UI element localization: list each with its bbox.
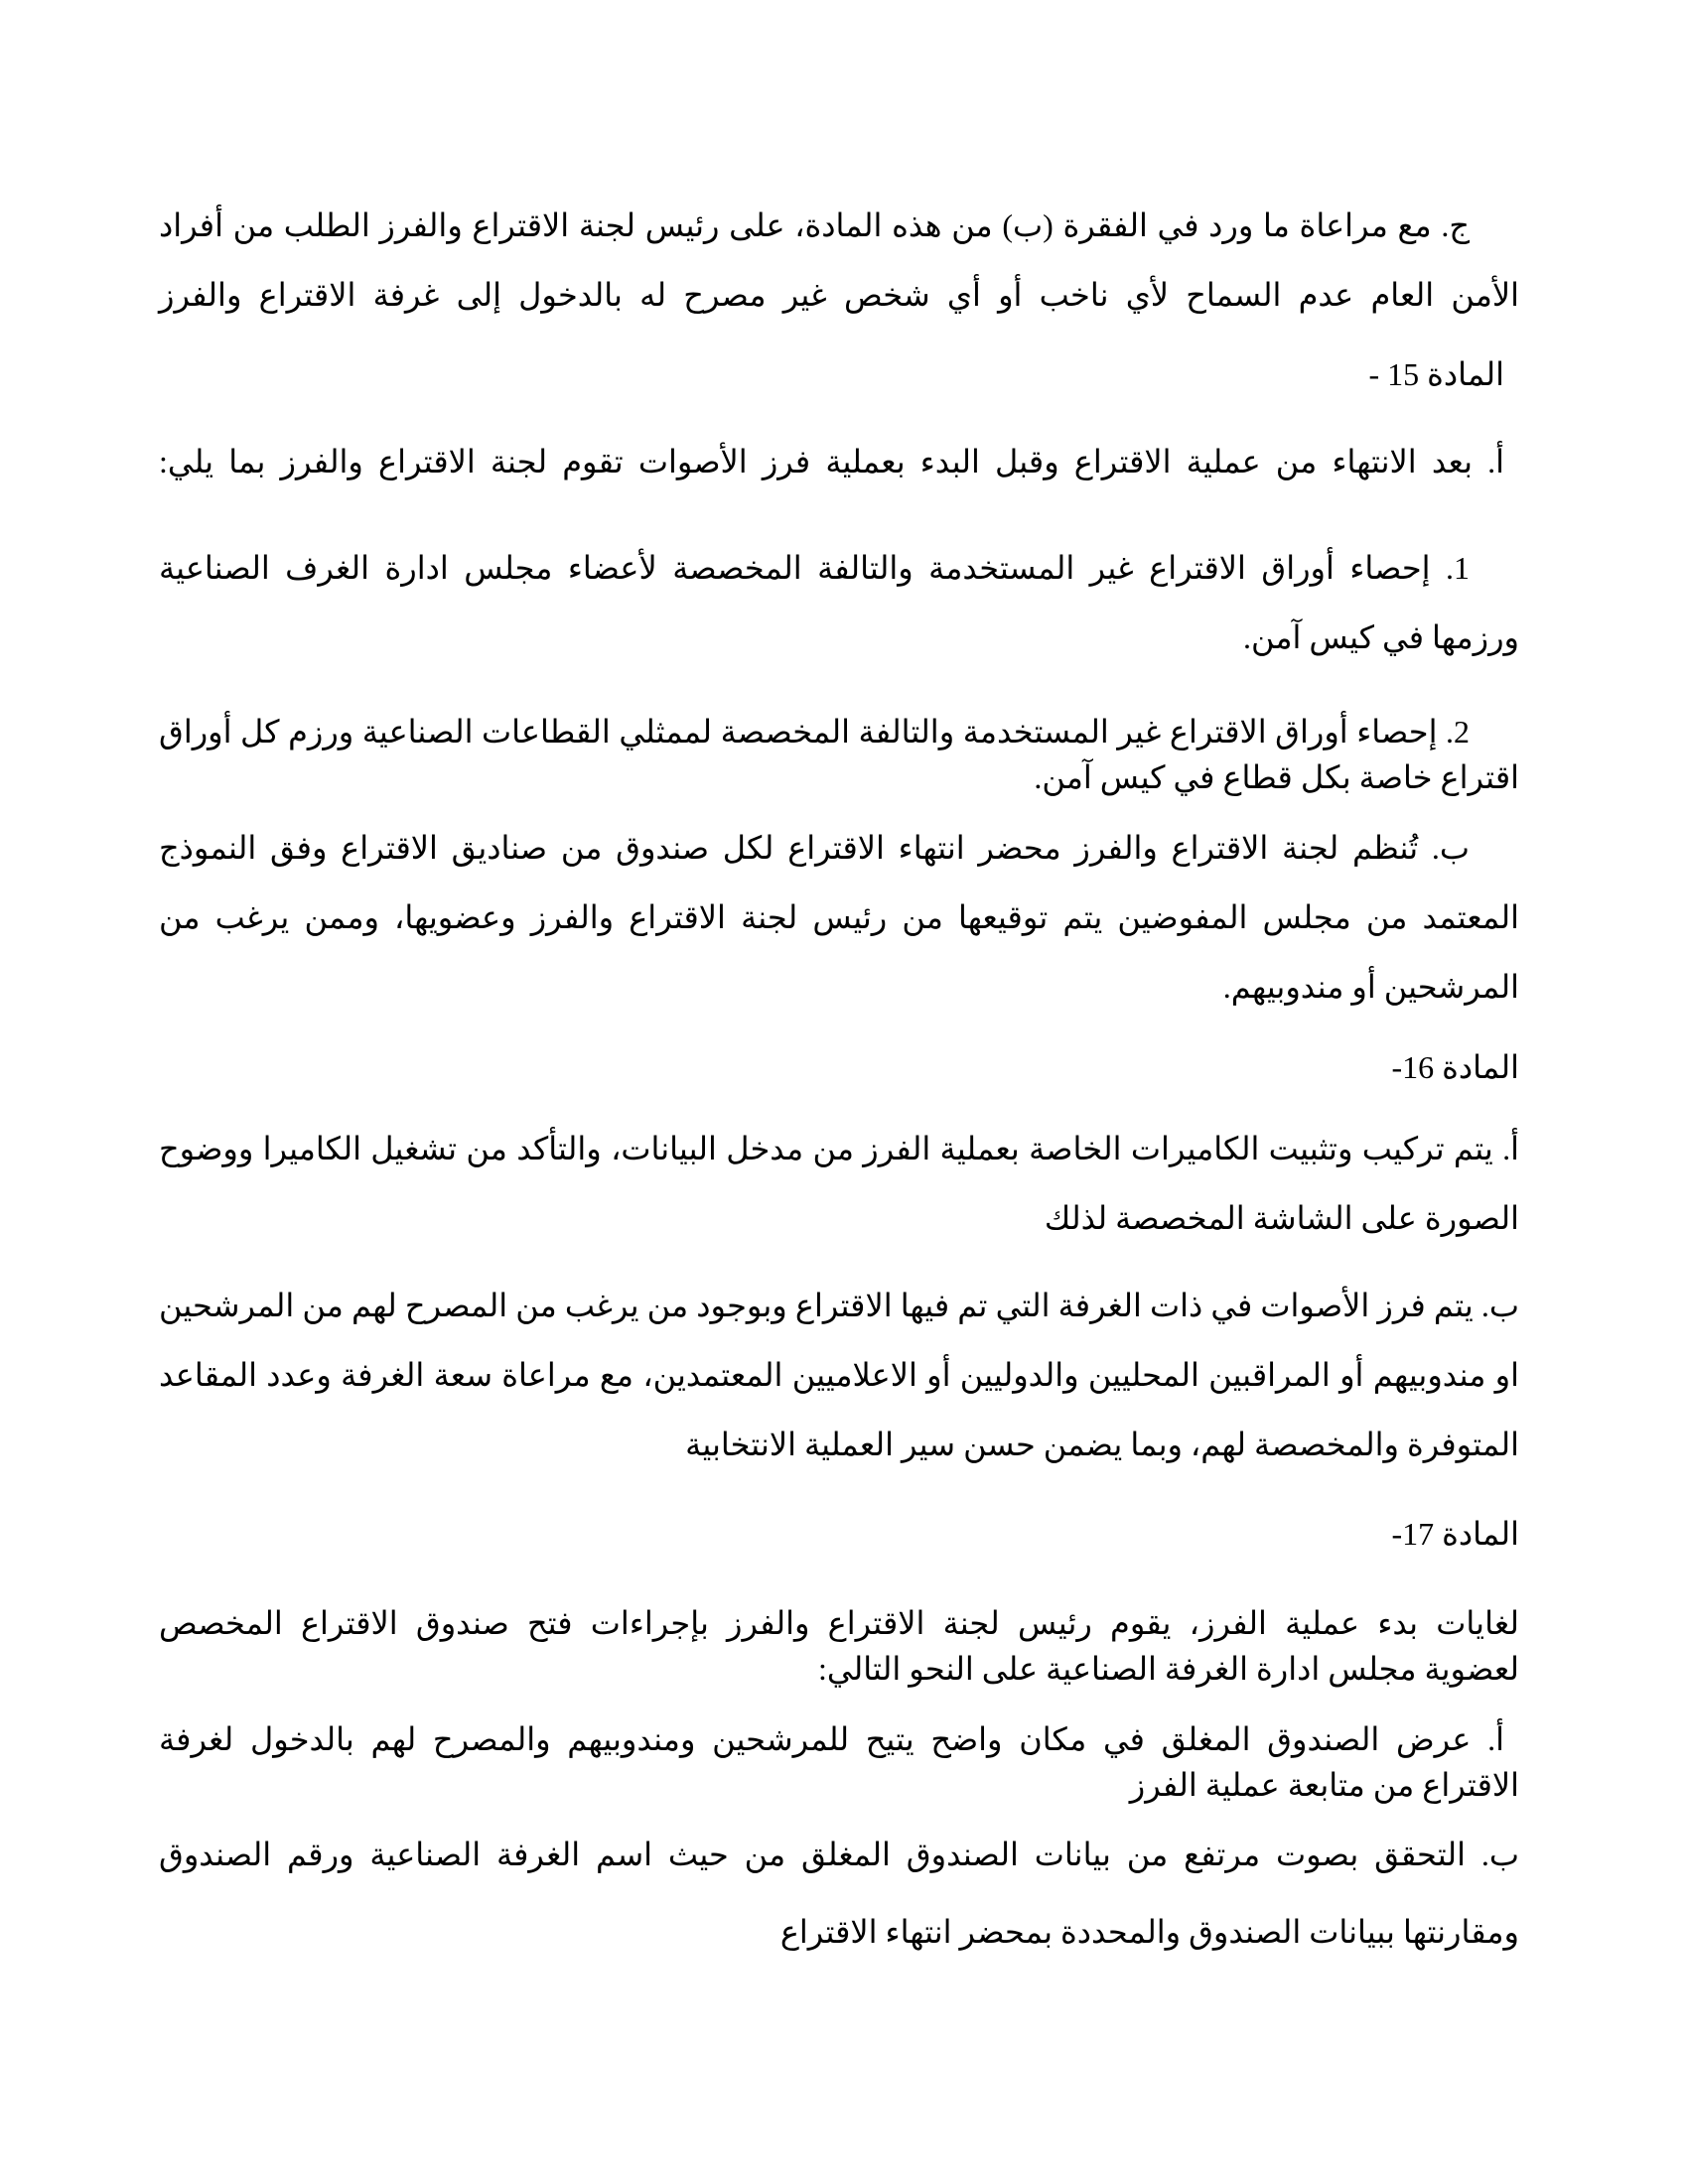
text-line: المعتمد من مجلس المفوضين يتم توقيعها من رئيس لجنة الاقتراع والفرز وعضويها، وممن يرغب من [159, 899, 1519, 935]
list-item-b-verify-box [159, 1816, 1519, 1971]
clause-a-cameras-paragraph [159, 1114, 1519, 1253]
list-item-1 [159, 533, 1519, 672]
text-line: اقتراع خاصة بكل قطاع في كيس آمن. [1034, 759, 1519, 795]
clause-j-paragraph [159, 191, 1519, 330]
text-line: ورزمها في كيس آمن. [1242, 619, 1519, 655]
text-line: أ. يتم تركيب وتثبيت الكاميرات الخاصة بعملية الفرز من مدخل البيانات، والتأكد من تشغيل الكاميرا ووضوح [159, 1131, 1519, 1166]
article-number: المادة 17- [1391, 1516, 1519, 1552]
text-line: 1. إحصاء أوراق الاقتراع غير المستخدمة والتالفة المخصصة لأعضاء مجلس ادارة الغرف الصناعية [159, 550, 1470, 586]
text-line: المتوفرة والمخصصة لهم، وبما يضمن حسن سير العملية الانتخابية [685, 1427, 1519, 1462]
list-item-a-display-box [159, 1716, 1519, 1808]
article-16-heading [159, 1032, 1519, 1102]
text-line: ب. يتم فرز الأصوات في ذات الغرفة التي تم فيها الاقتراع وبوجود من يرغب من المصرح لهم من المرشحين [159, 1288, 1519, 1323]
text-line: او مندوبيهم أو المراقبين المحليين والدوليين أو الاعلاميين المعتمدين، مع مراعاة سعة الغرفة وعدد المقاعد [159, 1357, 1519, 1393]
text-line: الأمن العام عدم السماح لأي ناخب أو أي شخص غير مصرح له بالدخول إلى غرفة الاقتراع والفرز [159, 277, 1519, 313]
clause-b-counting-paragraph [159, 1271, 1519, 1479]
text-line: الاقتراع من متابعة عملية الفرز [1129, 1767, 1519, 1803]
text-line: أ. عرض الصندوق المغلق في مكان واضح يتيح للمرشحين ومندوبيهم والمصرح لهم بالدخول لغرفة [159, 1721, 1504, 1757]
text-line: المرشحين أو مندوبيهم. [1222, 969, 1519, 1005]
text-line: ومقارنتها ببيانات الصندوق والمحددة بمحضر انتهاء الاقتراع [779, 1914, 1519, 1950]
text-line: ب. التحقق بصوت مرتفع من بيانات الصندوق المغلق من حيث اسم الغرفة الصناعية ورقم الصندوق [159, 1837, 1519, 1872]
text-line: ب. تُنظم لجنة الاقتراع والفرز محضر انتهاء الاقتراع لكل صندوق من صناديق الاقتراع وفق النموذج [159, 830, 1471, 866]
text-line: الصورة على الشاشة المخصصة لذلك [1044, 1200, 1519, 1236]
article-17-heading [159, 1499, 1519, 1569]
list-item-2 [159, 709, 1519, 800]
clause-a-paragraph [159, 427, 1519, 496]
clause-b-paragraph [159, 813, 1519, 1022]
article-15-heading [159, 340, 1519, 409]
article-number: المادة 15 - [1368, 356, 1504, 392]
text-line: 2. إحصاء أوراق الاقتراع غير المستخدمة والتالفة المخصصة لممثلي القطاعات الصناعية ورزم كل أوراق [159, 714, 1471, 750]
article-number: المادة 16- [1391, 1049, 1519, 1085]
intro-paragraph [159, 1600, 1519, 1692]
text-line: لغايات بدء عملية الفرز، يقوم رئيس لجنة الاقتراع والفرز بإجراءات فتح صندوق الاقتراع المخصص [159, 1605, 1519, 1641]
text-line: أ. بعد الانتهاء من عملية الاقتراع وقبل البدء بعملية فرز الأصوات تقوم لجنة الاقتراع والفرز بما يلي: [159, 444, 1504, 479]
text-line: ج. مع مراعاة ما ورد في الفقرة (ب) من هذه المادة، على رئيس لجنة الاقتراع والفرز الطلب من أفراد [159, 207, 1470, 243]
text-line: لعضوية مجلس ادارة الغرفة الصناعية على النحو التالي: [817, 1651, 1519, 1687]
